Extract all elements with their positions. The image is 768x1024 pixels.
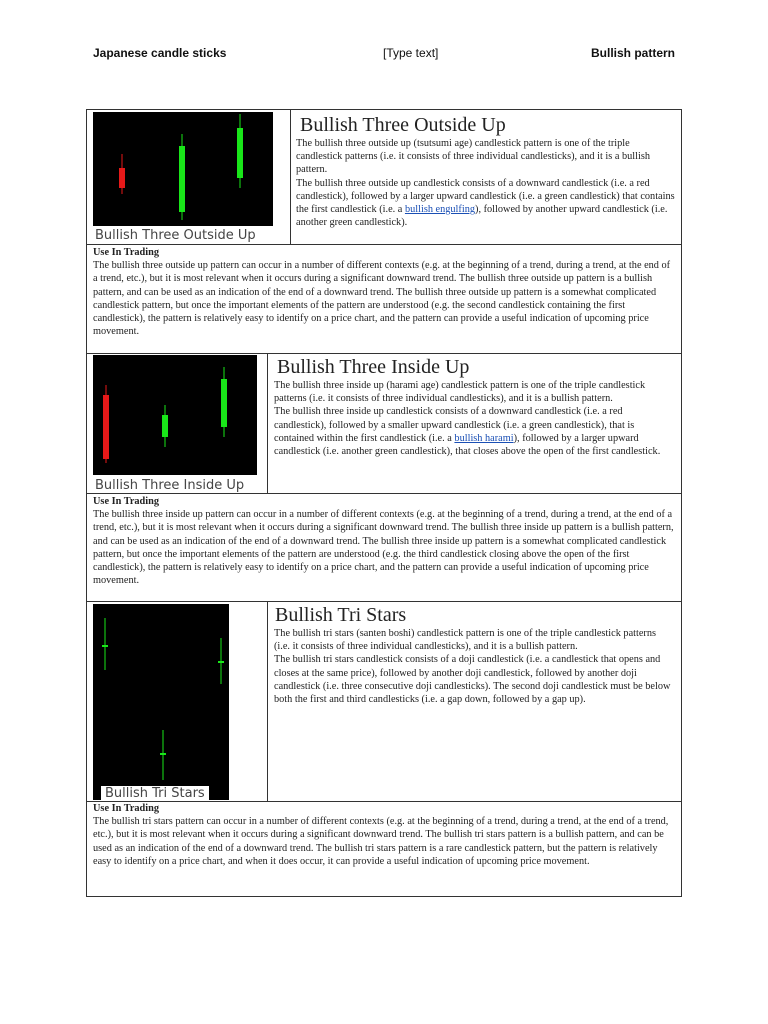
use-heading: Use In Trading bbox=[93, 496, 159, 507]
header-doc-title: Japanese candle sticks bbox=[93, 46, 227, 60]
header-category: Bullish pattern bbox=[591, 46, 676, 60]
use-text: The bullish tri stars pattern can occur in a number of different contexts (e.g. at the beginning of a trend, during a trend, at the end of a trend, etc.), but it is most relevant when it occurs during a significant downward trend. The bullish tri stars pattern is a bullish pattern, and can be used as an indication of the end of a downward trend. The bullish tri stars pattern is a rare candlestick pattern, but the pattern is relatively easy to identify on a price chart, and when it does occur, it can provide a useful indication of upcoming price movement. bbox=[93, 816, 669, 867]
section-description bbox=[274, 379, 674, 458]
bullish-engulfing-link[interactable]: bullish engulfing bbox=[404, 204, 476, 216]
section-description bbox=[296, 137, 676, 229]
use-heading: Use In Trading bbox=[93, 247, 159, 258]
candle-1-body bbox=[103, 395, 109, 459]
candle-3-body bbox=[221, 379, 227, 427]
section-three-outside-up-use bbox=[87, 245, 681, 354]
section-description bbox=[274, 627, 674, 706]
image-cell bbox=[87, 602, 268, 801]
candle-1-body bbox=[119, 168, 125, 188]
description-paragraph-2: The bullish three inside up candlestick consists of a downward candlestick (i.e. a red candlestick), followed by a smaller upward candlestick (i.e. a green candlestick), that is contained within the first candlestick (i.e. a bullish harami), followed by a larger upward candlestick (i.e. another green candlestick), that closes above the open of the first candlestick. bbox=[274, 406, 661, 458]
use-text: The bullish three outside up pattern can occur in a number of different contexts (e.g. at the beginning of a trend, during a trend, at the end of a trend, etc.), but it is most relevant when it occurs during a significant downward trend. The bullish three outside up pattern is a bullish pattern, and can be used as an indication of the end of a downward trend. The bullish three outside up pattern is a somewhat complicated candlestick pattern, but once the important elements of the pattern are understood (e.g. the second candlestick containing the first candlestick), the pattern is relatively easy to identify on a price chart, and the pattern can provide a useful indication of upcoming price movement. bbox=[93, 260, 671, 338]
chart-caption: Bullish Three Inside Up bbox=[95, 478, 245, 493]
description-paragraph-2: The bullish three outside up candlestick consists of a downward candlestick (i.e. a red candlestick), followed by a larger upward candlestick (i.e. a green candlestick) that contains the first candlestick (i.e. a bullish engulfing), followed by another upward candlestick (i.e. another green candlestick). bbox=[296, 177, 675, 229]
section-title: Bullish Three Inside Up bbox=[277, 356, 470, 378]
three-inside-up-chart bbox=[93, 355, 257, 475]
image-cell bbox=[87, 354, 268, 493]
description-paragraph-1: The bullish three outside up (tsutsumi age) candlestick pattern is one of the triple candlestick patterns (i.e. it consists of three individual candlesticks), and it is a bullish pattern. bbox=[296, 138, 651, 176]
candle-3-body bbox=[237, 128, 243, 178]
section-title: Bullish Tri Stars bbox=[275, 604, 407, 626]
use-heading: Use In Trading bbox=[93, 803, 159, 814]
section-tri-stars-top bbox=[87, 602, 681, 802]
three-outside-up-chart bbox=[93, 112, 273, 226]
use-in-trading bbox=[93, 246, 675, 338]
section-three-outside-up-top bbox=[87, 110, 681, 245]
section-tri-stars-use bbox=[87, 802, 681, 898]
header-placeholder: [Type text] bbox=[383, 46, 439, 60]
use-in-trading bbox=[93, 495, 675, 587]
description-paragraph-2: The bullish tri stars candlestick consists of a doji candlestick (i.e. a candlestick that opens and closes at the same price), followed by another doji candlestick, followed by another doji candlestick (i.e. three consecutive doji candlesticks). The second doji candlestick must be below both the first and third candlesticks (i.e. a gap down, followed by a gap up). bbox=[274, 654, 671, 706]
use-in-trading bbox=[93, 802, 675, 868]
chart-caption: Bullish Tri Stars bbox=[101, 786, 209, 801]
bullish-harami-link[interactable]: bullish harami bbox=[454, 432, 514, 444]
chart-caption: Bullish Three Outside Up bbox=[95, 228, 256, 243]
use-text: The bullish three inside up pattern can occur in a number of different contexts (e.g. at the beginning of a trend, during a trend, at the end of a trend, etc.), but it is most relevant when it occurs during a significant downward trend. The bullish three inside up pattern is a bullish pattern, and can be used as an indication of the end of a downward trend. The bullish three inside up pattern is a somewhat complicated candlestick pattern, but once the important elements of the pattern are understood (e.g. the third candlestick closing above the open of the first candlestick), the pattern is relatively easy to identify on a price chart, and the pattern can provide a useful indication of upcoming price movement. bbox=[93, 509, 674, 587]
patterns-table bbox=[86, 109, 682, 897]
description-paragraph-1: The bullish three inside up (harami age) candlestick pattern is one of the triple candlestick patterns (i.e. it consists of three individual candlesticks), and it is a bullish pattern. bbox=[274, 380, 646, 405]
candle-2-body bbox=[162, 415, 168, 437]
description-paragraph-1: The bullish tri stars (santen boshi) candlestick pattern is one of the triple candlestick patterns (i.e. it consists of three individual candlesticks), and it is a bullish pattern. bbox=[274, 628, 657, 653]
tri-stars-chart bbox=[93, 604, 229, 800]
section-three-inside-up-top bbox=[87, 354, 681, 494]
section-three-inside-up-use bbox=[87, 494, 681, 602]
section-title: Bullish Three Outside Up bbox=[300, 114, 506, 136]
candle-2-body bbox=[179, 146, 185, 212]
image-cell bbox=[87, 110, 291, 244]
